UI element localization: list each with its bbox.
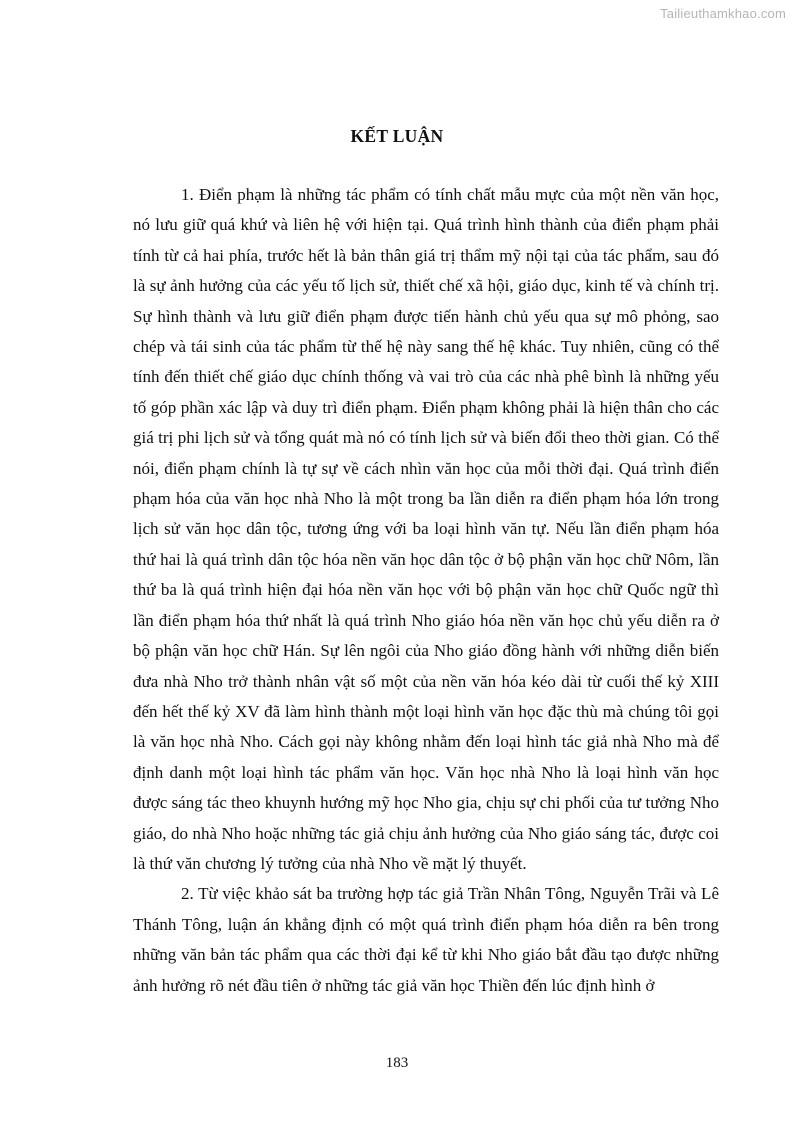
paragraph-1: 1. Điển phạm là những tác phẩm có tính chất mẫu mực của một nền văn học, nó lưu giữ quá khứ và liên hệ với hiện tại. Quá trình hình thành của điển phạm phải tính từ cả hai phía, trước hết là bản thân giá trị thẩm mỹ nội tại của tác phẩm, sau đó là sự ảnh hưởng của các yếu tố lịch sử, thiết chế xã hội, giáo dục, kinh tế và chính trị. Sự hình thành và lưu giữ điển phạm được tiến hành chủ yếu qua sự mô phỏng, sao chép và tái sinh của tác phẩm từ thế hệ này sang thế hệ khác. Tuy nhiên, cũng có thể tính đến thiết chế giáo dục chính thống và vai trò của các nhà phê bình là những yếu tố góp phần xác lập và duy trì điển phạm. Điển phạm không phải là hiện thân cho các giá trị phi lịch sử và tổng quát mà nó có tính lịch sử và biến đổi theo thời gian. Có thể nói, điển phạm chính là tự sự về cách nhìn văn học của mỗi thời đại. Quá trình điển phạm hóa của văn học nhà Nho là một trong ba lần diễn ra điển phạm hóa lớn trong lịch sử văn học dân tộc, tương ứng với ba loại hình văn tự. Nếu lần điển phạm hóa thứ hai là quá trình dân tộc hóa nền văn học dân tộc ở bộ phận văn học chữ Nôm, lần thứ ba là quá trình hiện đại hóa nền văn học với bộ phận văn học chữ Quốc ngữ thì lần điển phạm hóa thứ nhất là quá trình Nho giáo hóa nền văn học chủ yếu diễn ra ở bộ phận văn học chữ Hán. Sự lên ngôi của Nho giáo đồng hành với những diễn biến đưa nhà Nho trở thành nhân vật số một của nền văn hóa kéo dài từ cuối thế kỷ XIII đến hết thế kỷ XV đã làm hình thành một loại hình văn học đặc thù mà chúng tôi gọi là văn học nhà Nho. Cách gọi này không nhằm đến loại hình tác giả nhà Nho mà để định danh một loại hình tác phẩm văn học. Văn học nhà Nho là loại hình văn học được sáng tác theo khuynh hướng mỹ học Nho gia, chịu sự chi phối của tư tưởng Nho giáo, do nhà Nho hoặc những tác giả chịu ảnh hưởng của Nho giáo sáng tác, được coi là thứ văn chương lý tưởng của nhà Nho về mặt lý thuyết. — [133, 185, 719, 873]
paragraph-2: 2. Từ việc khảo sát ba trường hợp tác giả Trần Nhân Tông, Nguyễn Trãi và Lê Thánh Tông, luận án khẳng định có một quá trình điển phạm hóa diễn ra bên trong những văn bản tác phẩm qua các thời đại kể từ khi Nho giáo bắt đầu tạo được những ảnh hưởng rõ nét đầu tiên ở những tác giả văn học Thiền đến lúc định hình ở — [133, 884, 719, 995]
body-text — [133, 180, 719, 1001]
page-number: 183 — [385, 1055, 409, 1071]
page-title: KẾT LUẬN — [350, 126, 444, 146]
watermark-text: Tailieuthamkhao.com — [660, 6, 786, 21]
